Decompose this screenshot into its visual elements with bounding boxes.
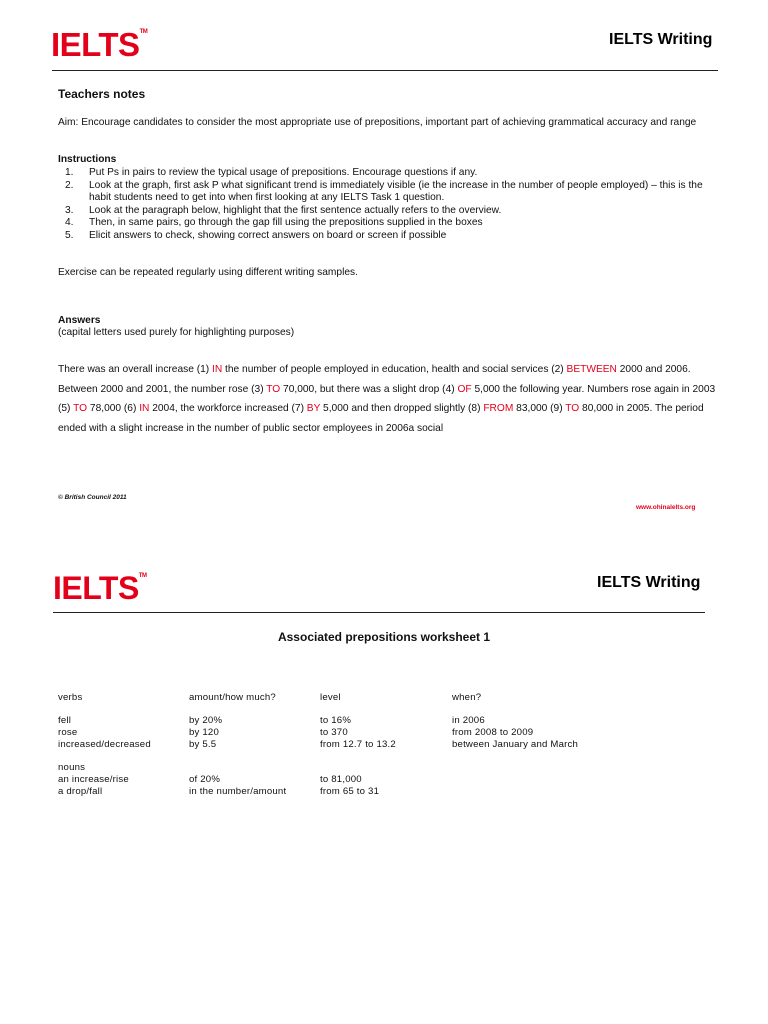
answers-note: (capital letters used purely for highlighting purposes) bbox=[58, 327, 295, 338]
header-title: IELTS Writing bbox=[609, 31, 713, 48]
instruction-number: 4. bbox=[65, 217, 74, 229]
header-divider bbox=[52, 70, 718, 71]
answers-paragraph bbox=[58, 360, 718, 438]
answer-segment: 78,000 (6) bbox=[87, 403, 140, 414]
table-cell: between January and March bbox=[452, 739, 579, 750]
answer-segment: 5,000 the following year. Numbers rose again in 2003 (5) bbox=[58, 383, 716, 414]
column-header: when? bbox=[452, 692, 482, 703]
section-title: Teachers notes bbox=[58, 87, 146, 101]
table-cell: an increase/rise bbox=[58, 774, 129, 785]
table-cell: from 2008 to 2009 bbox=[452, 727, 534, 738]
answer-segment: the number of people employed in education, health and social services (2) bbox=[222, 364, 567, 375]
logo-trademark: TM bbox=[138, 573, 147, 579]
ielts-logo bbox=[51, 26, 147, 64]
copyright-notice: © British Council 2011 bbox=[58, 494, 127, 501]
exercise-note: Exercise can be repeated regularly using different writing samples. bbox=[58, 267, 358, 278]
table-cell: from 65 to 31 bbox=[320, 786, 380, 797]
instruction-item bbox=[57, 167, 717, 180]
answer-text bbox=[58, 360, 718, 438]
answer-word: IN bbox=[212, 364, 223, 375]
column-header: amount/how much? bbox=[189, 692, 276, 703]
answers-heading: Answers bbox=[58, 315, 101, 326]
answer-segment: 80,000 in 2005. The period ended with a slight increase in the number of public sector employees in 2006a social bbox=[58, 403, 704, 434]
table-cell: to 81,000 bbox=[320, 774, 362, 785]
table-cell: increased/decreased bbox=[58, 739, 151, 750]
instruction-number: 5. bbox=[65, 229, 74, 241]
table-cell: to 370 bbox=[320, 727, 348, 738]
answer-segment: 5,000 and then dropped slightly (8) bbox=[320, 403, 484, 414]
table-cell: rose bbox=[58, 727, 78, 738]
answer-segment: 83,000 (9) bbox=[513, 403, 566, 414]
instruction-item bbox=[57, 205, 717, 218]
table-cell: of 20% bbox=[189, 774, 221, 785]
table-cell: a drop/fall bbox=[58, 786, 103, 797]
answer-word: TO bbox=[266, 383, 281, 395]
instruction-text: Look at the paragraph below, highlight that the first sentence actually refers to the overview. bbox=[89, 204, 502, 216]
answer-segment: 2000 and 2006. Between 2000 and 2001, the number rose (3) bbox=[58, 364, 691, 395]
instructions-heading: Instructions bbox=[58, 154, 117, 165]
header-title: IELTS Writing bbox=[597, 574, 701, 591]
logo-text: IELTS bbox=[51, 26, 140, 63]
instruction-text: Then, in same pairs, go through the gap fill using the prepositions supplied in the boxes bbox=[89, 217, 483, 229]
answer-word: FROM bbox=[483, 403, 514, 414]
answer-word: IN bbox=[139, 403, 150, 414]
answer-word: OF bbox=[457, 383, 472, 395]
instruction-number: 1. bbox=[65, 167, 74, 178]
column-header: level bbox=[320, 692, 341, 703]
instructions-list bbox=[57, 167, 717, 243]
ielts-logo bbox=[53, 570, 146, 607]
logo-text: IELTS bbox=[53, 570, 139, 606]
table-cell: by 20% bbox=[189, 715, 223, 726]
logo-trademark: TM bbox=[139, 29, 148, 35]
table-cell: fell bbox=[58, 715, 72, 726]
header-divider bbox=[53, 612, 705, 613]
answer-segment: There was an overall increase (1) bbox=[58, 364, 213, 375]
table-cell: by 120 bbox=[189, 727, 220, 738]
table-cell: in 2006 bbox=[452, 715, 485, 726]
answer-segment: 2004, the workforce increased (7) bbox=[149, 403, 307, 414]
column-header: verbs bbox=[58, 692, 83, 703]
table-cell: by 5.5 bbox=[189, 739, 217, 750]
table-cell: in the number/amount bbox=[189, 786, 287, 797]
instruction-text: Put Ps in pairs to review the typical usage of prepositions. Encourage questions if any. bbox=[89, 167, 478, 178]
table-cell: from 12.7 to 13.2 bbox=[320, 739, 396, 750]
worksheet-title: Associated prepositions worksheet 1 bbox=[277, 630, 491, 644]
instruction-text: Look at the graph, first ask P what significant trend is immediately visible (ie the increase in the number of people employed) – this is the habit students need to get into when first looking at any IELTS Task 1 question. bbox=[89, 179, 703, 204]
instruction-number: 3. bbox=[65, 204, 74, 216]
instruction-item bbox=[57, 230, 717, 243]
answer-word: TO bbox=[73, 403, 88, 414]
answer-word: BY bbox=[306, 403, 321, 414]
website-link[interactable]: www.ohinalelts.org bbox=[636, 504, 696, 511]
table-cell: to 16% bbox=[320, 715, 352, 726]
answer-word: BETWEEN bbox=[566, 364, 617, 375]
answer-segment: 70,000, but there was a slight drop (4) bbox=[280, 383, 458, 395]
answer-word: TO bbox=[565, 403, 580, 414]
aim-text: Aim: Encourage candidates to consider the most appropriate use of prepositions, important part of achieving grammatical accuracy and range bbox=[58, 117, 697, 128]
instruction-text: Elicit answers to check, showing correct answers on board or screen if possible bbox=[89, 229, 447, 241]
nouns-label: nouns bbox=[58, 762, 86, 773]
instruction-item bbox=[57, 217, 717, 230]
instruction-number: 2. bbox=[65, 179, 74, 191]
instruction-item bbox=[57, 180, 717, 205]
